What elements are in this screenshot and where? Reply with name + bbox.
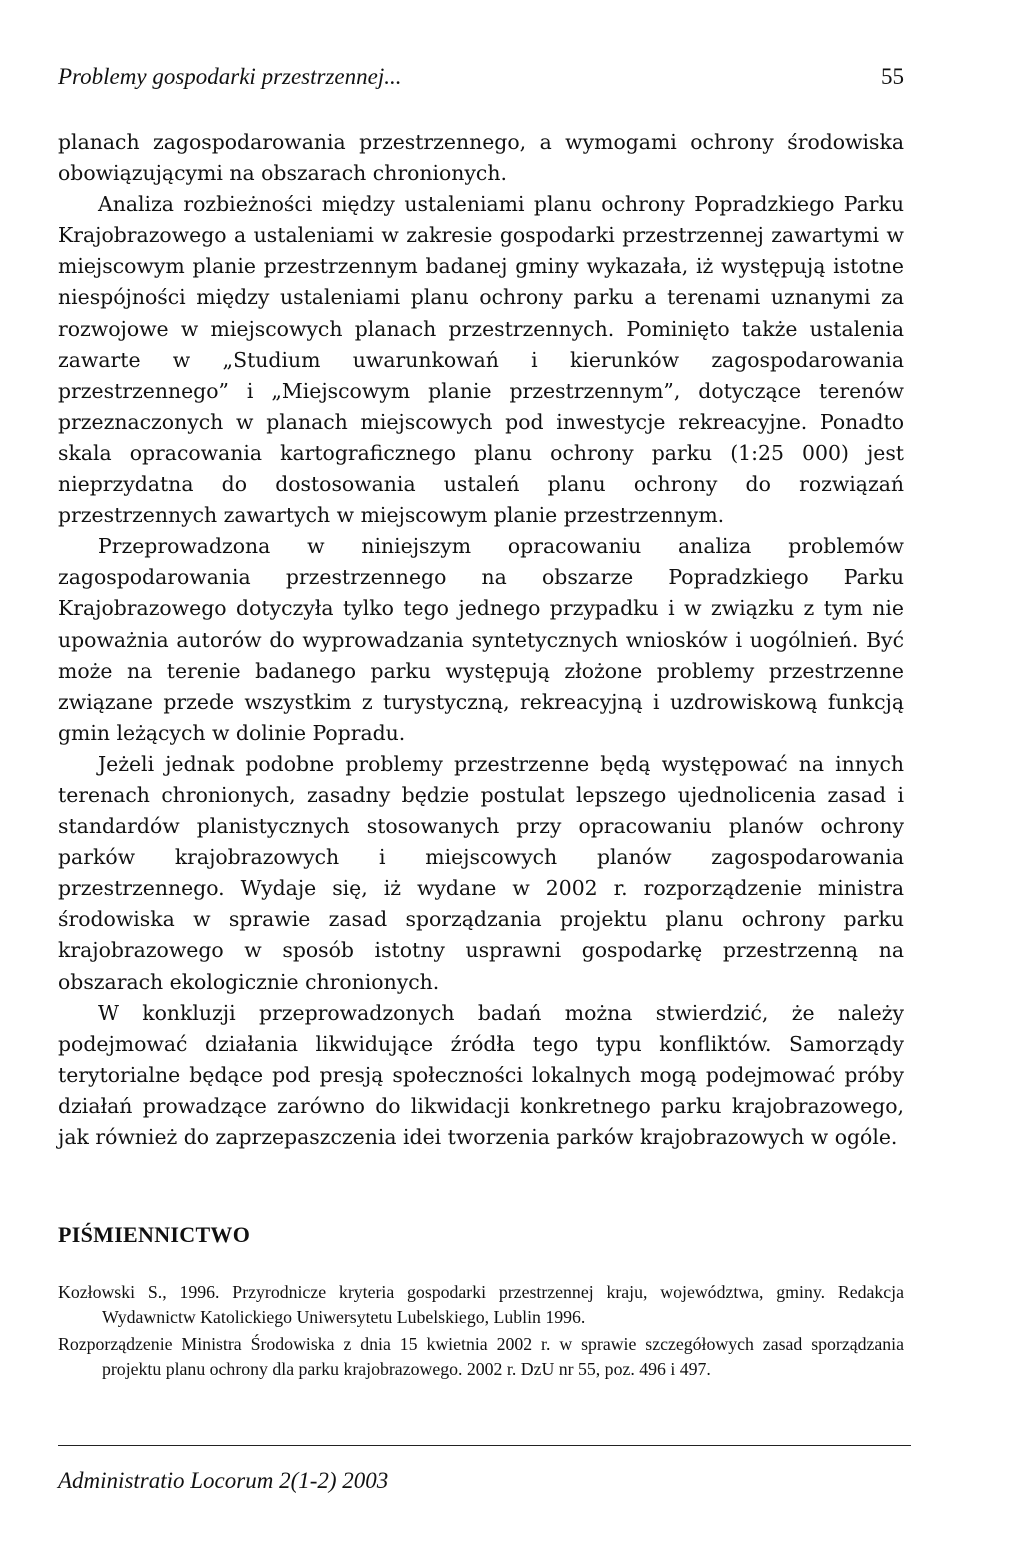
references-list [58,1280,904,1384]
running-header-title: Problemy gospodarki przestrzennej... [58,64,402,89]
paragraph-continuation: planach zagospodarowania przestrzennego, a wymogami ochrony środowiska obowiązującymi na obszarach chronionych. [58,130,904,186]
reference-item: Kozłowski S., 1996. Przyrodnicze kryteria gospodarki przestrzennej kraju, województwa, gminy. Redakcja Wydawnictw Katolickiego Uniwersytetu Lubelskiego, Lublin 1996. [58,1282,904,1327]
reference-item: Rozporządzenie Ministra Środowiska z dnia 15 kwietnia 2002 r. w sprawie szczegółowych zasad sporządzania projektu planu ochrony dla parku krajobrazowego. 2002 r. DzU nr 55, poz. 496 i 497. [58,1334,904,1379]
footer-journal-citation: Administratio Locorum 2(1-2) 2003 [58,1468,389,1493]
footer-rule [58,1445,911,1446]
paragraph-conclusion: W konkluzji przeprowadzonych badań można stwierdzić, że należy podejmować działania likwidujące źródła tego typu konfliktów. Samorządy terytorialne będące pod presją społeczności lokalnych mogą podejmować próby działań prowadzące zarówno do likwidacji konkretnego parku krajobrazowego, jak również do zaprzepaszczenia idei tworzenia parków krajobrazowych w ogóle. [58,1000,904,1149]
references-heading: PIŚMIENNICTWO [58,1222,251,1247]
body-text [58,127,904,1153]
paragraph-analysis: Analiza rozbieżności między ustaleniami planu ochrony Popradzkiego Parku Krajobrazowego a ustaleniami w zakresie gospodarki przestrzennej zawartymi w miejscowym planie przestrzennym badanej gminy wykazała, iż występują istotne niespójności między ustaleniami planu ochrony parku a terenami uznanymi za rozwojowe w miejscowych planach przestrzennych. Pominięto także ustalenia zawarte w „Studium uwarunkowań i kierunków zagospodarowania przestrzennego” i „Miejscowym planie przestrzennym”, dotyczące terenów przeznaczonych w planach miejscowych pod inwestycje rekreacyjne. Ponadto skala opracowania kartograficznego planu ochrony parku (1:25 000) jest nieprzydatna do dostosowania ustaleń planu ochrony do rozwiązań przestrzennych zawartych w miejscowym planie przestrzennym. [58,192,904,528]
paragraph-scope: Przeprowadzona w niniejszym opracowaniu analiza problemów zagospodarowania przestrzennego na obszarze Popradzkiego Parku Krajobrazowego dotyczyła tylko tego jednego przypadku i w związku z tym nie upoważnia autorów do wyprowadzania syntetycznych wniosków i uogólnień. Być może na terenie badanego parku występują złożone problemy przestrzenne związane przede wszystkim z turystyczną, rekreacyjną i uzdrowiskową funkcją gmin leżących w dolinie Popradu. [58,534,904,745]
running-header [58,64,904,94]
page-number: 55 [881,64,904,89]
paragraph-recommendation: Jeżeli jednak podobne problemy przestrzenne będą występować na innych terenach chronionych, zasadny będzie postulat lepszego ujednolicenia zasad i standardów planistycznych stosowanych przy opracowaniu planów ochrony parków krajobrazowych i miejscowych planów zagospodarowania przestrzennego. Wydaje się, iż wydane w 2002 r. rozporządzenie ministra środowiska w sprawie zasad sporządzania projektu planu ochrony parku krajobrazowego w sposób istotny usprawni gospodarkę przestrzenną na obszarach ekologicznie chronionych. [58,751,904,994]
